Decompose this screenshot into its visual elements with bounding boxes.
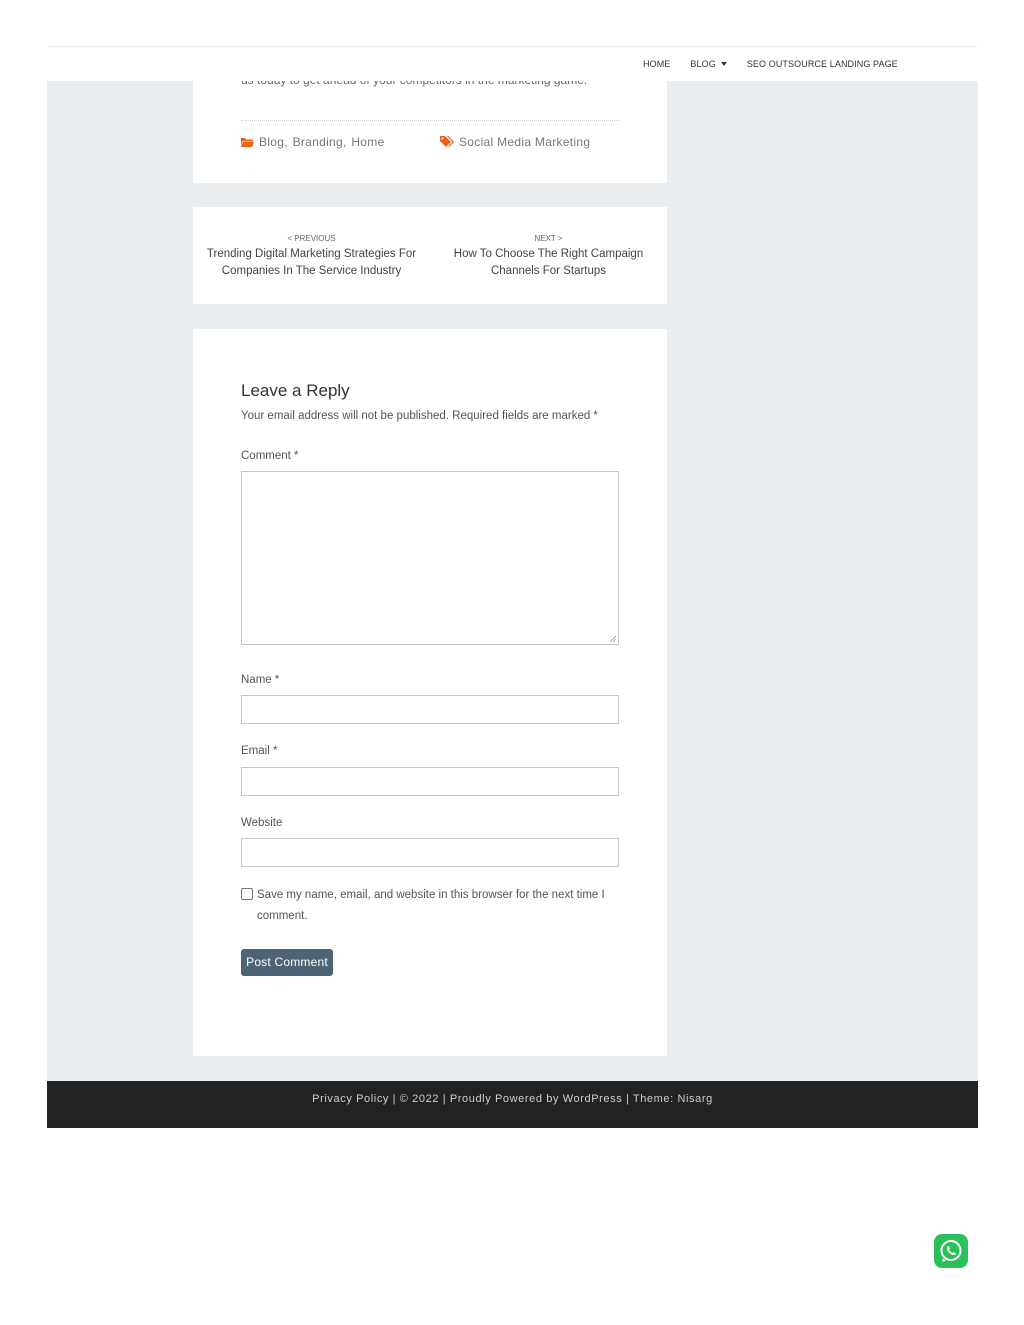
privacy-policy-link[interactable]: Privacy Policy: [312, 1093, 390, 1105]
nav-item-label: BLOG: [690, 59, 716, 69]
comment-notes: Your email address will not be published. Required fields are marked *: [241, 410, 598, 422]
save-info-label: Save my name, email, and website in this browser for the next time I comment.: [257, 889, 605, 922]
nav-item-seo-outsource[interactable]: [737, 59, 908, 69]
website-input[interactable]: [241, 838, 619, 867]
previous-post-link[interactable]: [193, 234, 430, 280]
previous-label: < PREVIOUS: [287, 234, 336, 243]
email-input[interactable]: [241, 767, 619, 796]
save-info-checkbox[interactable]: [241, 888, 253, 900]
category-link-home[interactable]: Home: [351, 135, 385, 149]
email-label: Email *: [241, 745, 278, 757]
post-tags: [440, 135, 590, 149]
name-input[interactable]: [241, 695, 619, 724]
whatsapp-chat-button[interactable]: [934, 1234, 968, 1268]
footer-copyright: | © 2022 |: [389, 1093, 450, 1105]
post-meta: [241, 135, 621, 151]
caret-down-icon: [721, 62, 727, 66]
nav-item-label: SEO OUTSOURCE LANDING PAGE: [746, 59, 898, 69]
name-label: Name *: [241, 674, 280, 686]
site-footer: [47, 1081, 978, 1128]
tag-link-social-media-marketing[interactable]: Social Media Marketing: [459, 135, 591, 149]
next-label: NEXT >: [534, 234, 563, 243]
nav-item-home[interactable]: [633, 59, 680, 69]
main-menu: [633, 47, 908, 81]
wordpress-link[interactable]: Proudly Powered by WordPress: [449, 1093, 623, 1105]
top-navbar: [47, 46, 978, 81]
post-navigation: [193, 207, 667, 304]
whatsapp-icon: [938, 1238, 964, 1264]
post-comment-button[interactable]: Post Comment: [241, 949, 333, 976]
comment-form-card: [193, 329, 667, 1056]
next-post-link[interactable]: [430, 234, 667, 280]
previous-post-title: Trending Digital Marketing Strategies For Companies In The Service Industry: [206, 248, 417, 277]
tags-icon: [440, 136, 454, 148]
reply-title: Leave a Reply: [241, 381, 350, 400]
next-post-title: How To Choose The Right Campaign Channels For Startups: [453, 248, 644, 277]
post-footer-card: [193, 81, 667, 183]
category-link-blog[interactable]: Blog: [259, 135, 285, 149]
resize-grip-icon[interactable]: [609, 635, 617, 643]
theme-link[interactable]: Nisarg: [677, 1093, 713, 1105]
divider: [241, 120, 619, 121]
post-categories: Blog , Branding , Home: [241, 135, 385, 149]
nav-item-label: HOME: [643, 59, 671, 69]
comment-textarea[interactable]: [241, 471, 619, 645]
footer-theme-text: | Theme:: [622, 1093, 678, 1105]
folder-open-icon: [241, 137, 254, 147]
website-label: Website: [241, 817, 283, 829]
comment-label: Comment *: [241, 450, 299, 462]
category-link-branding[interactable]: Branding: [292, 135, 343, 149]
nav-item-blog[interactable]: [680, 59, 736, 69]
